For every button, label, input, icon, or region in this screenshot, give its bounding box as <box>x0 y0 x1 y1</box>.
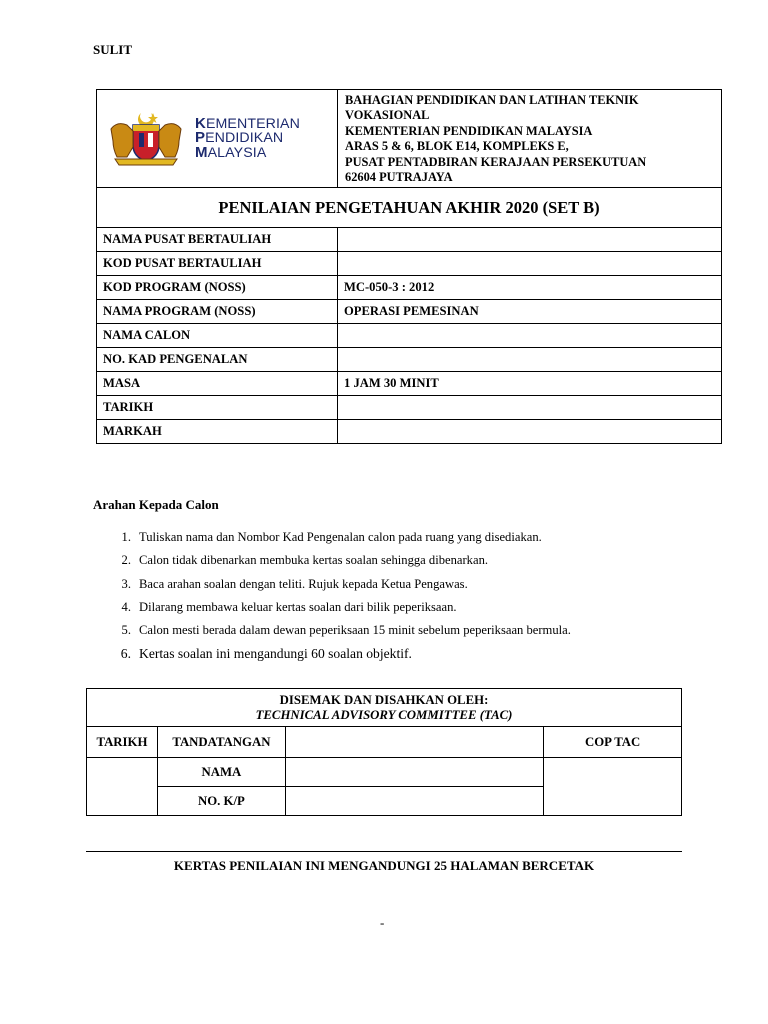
tac-signature-field[interactable] <box>285 727 543 758</box>
coat-of-arms-icon <box>103 109 189 169</box>
tac-name-field[interactable] <box>285 758 543 787</box>
field-label: KOD PUSAT BERTAULIAH <box>97 252 338 276</box>
field-label: KOD PROGRAM (NOSS) <box>97 276 338 300</box>
address-line: 62604 PUTRAJAYA <box>345 170 453 185</box>
field-value[interactable] <box>338 396 722 420</box>
instructions-list <box>93 530 571 670</box>
instructions-title: Arahan Kepada Calon <box>93 497 219 512</box>
instruction-item: 6. Kertas soalan ini mengandungi 60 soalan objektif. <box>120 646 412 662</box>
tac-tarikh-label: TARIKH <box>87 727 158 758</box>
field-value[interactable] <box>338 348 722 372</box>
tac-name-label: NAMA <box>157 758 285 787</box>
field-value[interactable] <box>338 324 722 348</box>
instruction-item: 2. Calon tidak dibenarkan membuka kertas soalan sehingga dibenarkan. <box>121 553 489 568</box>
field-label: NO. KAD PENGENALAN <box>97 348 338 372</box>
field-label: NAMA PROGRAM (NOSS) <box>97 300 338 324</box>
field-row <box>97 348 722 372</box>
field-label: MASA <box>97 372 338 396</box>
logo-cell <box>97 90 338 188</box>
field-value[interactable] <box>338 420 722 444</box>
field-row <box>97 228 722 252</box>
instruction-item: 3. Baca arahan soalan dengan teliti. Rujuk kepada Ketua Pengawas. <box>121 576 468 591</box>
address-cell <box>338 90 722 188</box>
field-value: MC-050-3 : 2012 <box>338 276 722 300</box>
field-value: 1 JAM 30 MINIT <box>338 372 722 396</box>
tac-stamp-label: COP TAC <box>544 727 682 758</box>
field-row <box>97 324 722 348</box>
field-value[interactable] <box>338 228 722 252</box>
field-value[interactable] <box>338 252 722 276</box>
tac-heading: DISEMAK DAN DISAHKAN OLEH: TECHNICAL ADVISORY COMMITTEE (TAC) <box>87 689 682 727</box>
page-mark: - <box>380 915 385 930</box>
field-label: NAMA PUSAT BERTAULIAH <box>97 228 338 252</box>
address-line: VOKASIONAL <box>345 108 430 123</box>
tac-signature-label: TANDATANGAN <box>157 727 285 758</box>
field-label: NAMA CALON <box>97 324 338 348</box>
ministry-logo <box>97 109 337 169</box>
classification-label: SULIT <box>93 42 133 57</box>
instruction-item: 1. Tuliskan nama dan Nombor Kad Pengenalan calon pada ruang yang disediakan. <box>121 530 542 544</box>
field-row <box>97 372 722 396</box>
address-line: KEMENTERIAN PENDIDIKAN MALAYSIA <box>345 123 593 138</box>
address-line: ARAS 5 & 6, BLOK E14, KOMPLEKS E, <box>345 139 569 154</box>
exam-title: PENILAIAN PENGETAHUAN AKHIR 2020 (SET B) <box>97 188 722 228</box>
field-label: MARKAH <box>97 420 338 444</box>
divider <box>86 851 682 852</box>
field-row <box>97 300 722 324</box>
tac-verification-table <box>86 688 682 816</box>
tac-ic-label: NO. K/P <box>157 787 285 816</box>
ministry-name: KEMENTERIAN PENDIDIKAN MALAYSIA <box>195 114 300 162</box>
tac-date-field[interactable] <box>87 758 158 816</box>
instruction-item: 5. Calon mesti berada dalam dewan peperiksaan 15 minit sebelum peperiksaan bermula. <box>121 623 571 638</box>
header-table <box>96 89 722 444</box>
page-count-footer: KERTAS PENILAIAN INI MENGANDUNGI 25 HALAMAN BERCETAK <box>173 858 595 873</box>
field-row <box>97 420 722 444</box>
instruction-item: 4. Dilarang membawa keluar kertas soalan dari bilik peperiksaan. <box>121 599 457 614</box>
address-line: PUSAT PENTADBIRAN KERAJAAN PERSEKUTUAN <box>345 154 647 169</box>
field-value: OPERASI PEMESINAN <box>338 300 722 324</box>
field-row <box>97 396 722 420</box>
field-row <box>97 252 722 276</box>
field-label: TARIKH <box>97 396 338 420</box>
tac-ic-field[interactable] <box>285 787 543 816</box>
address-line: BAHAGIAN PENDIDIKAN DAN LATIHAN TEKNIK <box>345 93 639 107</box>
tac-stamp-field[interactable] <box>544 758 682 816</box>
field-row <box>97 276 722 300</box>
